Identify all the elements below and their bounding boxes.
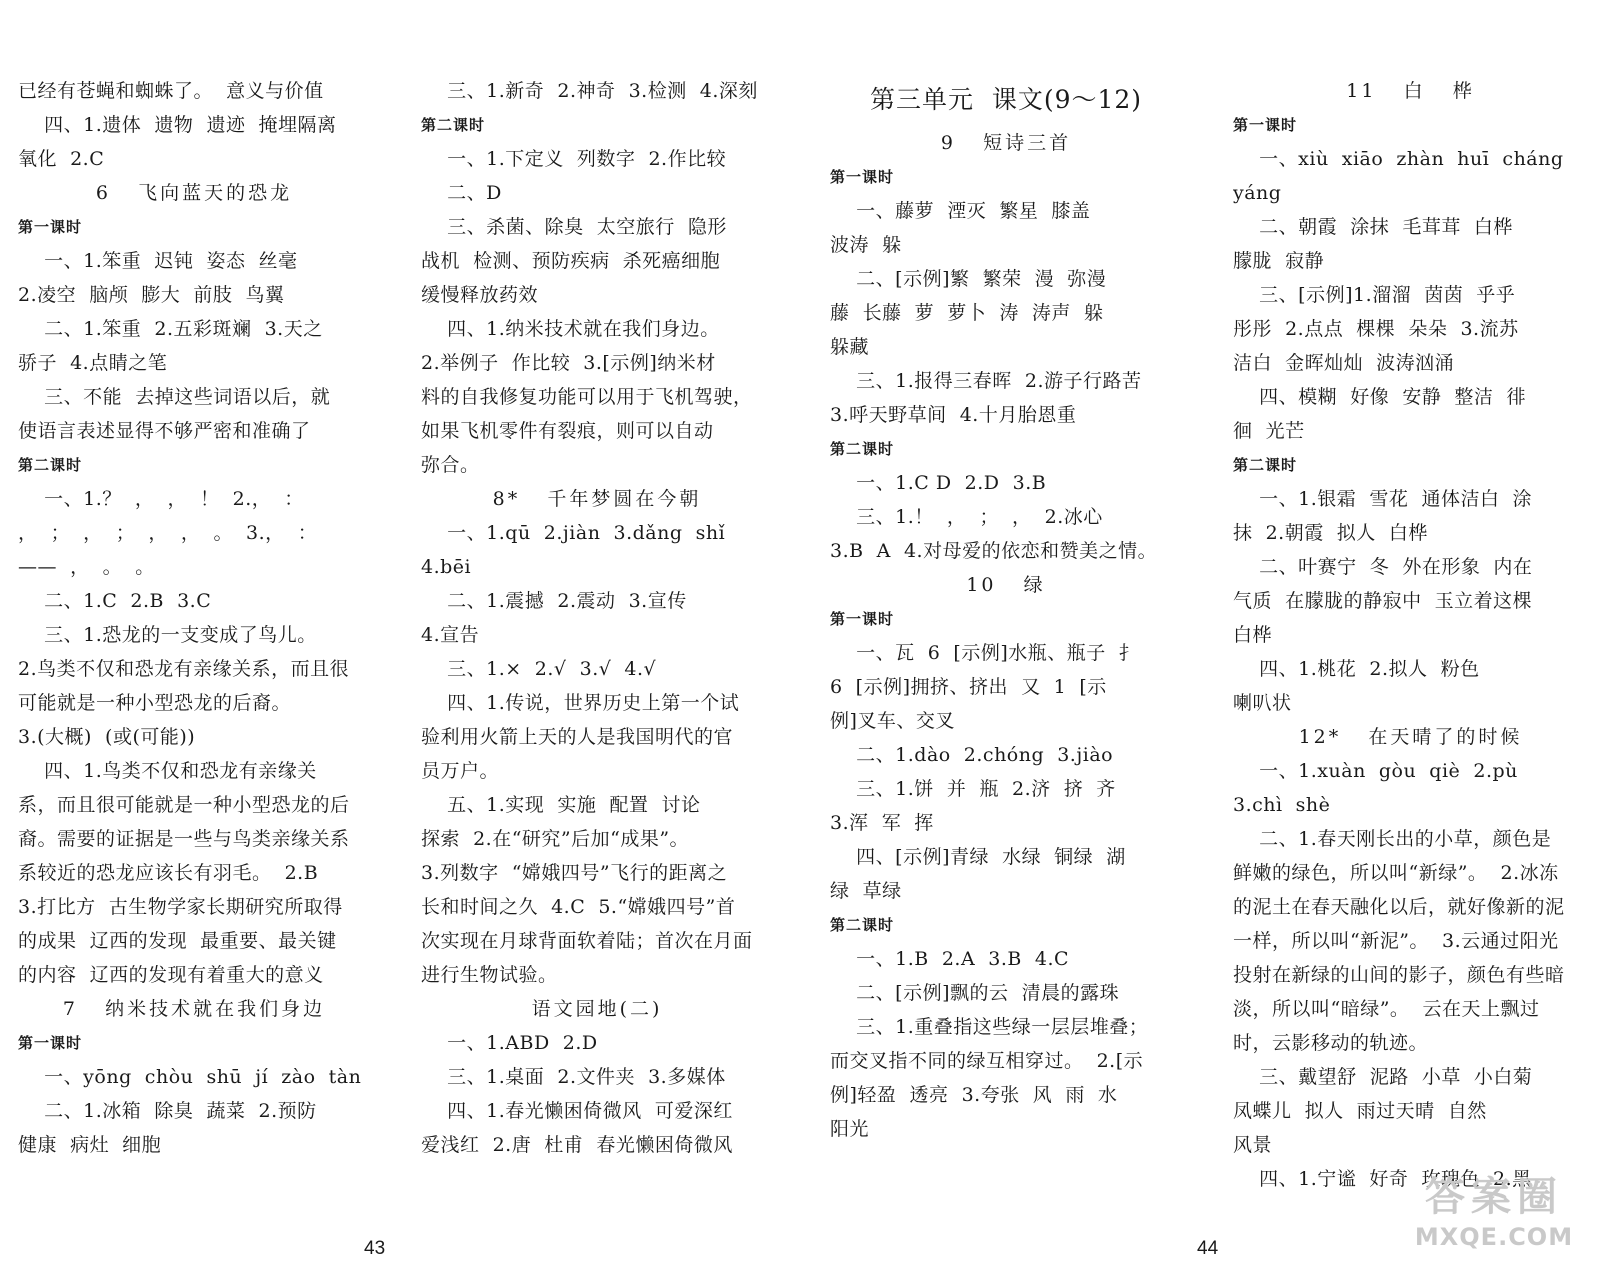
answer-line: 四、1.春光懒困倚微风 可爱深红 bbox=[421, 1100, 733, 1122]
answer-line: 的成果 辽西的发现 最重要、最关键 bbox=[18, 930, 337, 952]
answer-line: 一、1.qū 2.jiàn 3.dǎng shǐ bbox=[421, 522, 726, 544]
answer-line: 抹 2.朝霞 拟人 白桦 bbox=[1233, 522, 1428, 544]
answer-line: 四、1.宁谧 好奇 玫瑰色 2.黑 bbox=[1233, 1168, 1532, 1190]
answer-line: 弥合。 bbox=[421, 454, 480, 476]
answer-column-2 bbox=[421, 74, 773, 1162]
answer-line: 而交叉指不同的绿互相穿过。 2.[示 bbox=[830, 1050, 1144, 1072]
answer-line: 一、藤萝 湮灭 繁星 膝盖 bbox=[830, 200, 1091, 222]
answer-line: 三、1.重叠指这些绿一层层堆叠； bbox=[830, 1016, 1149, 1038]
answer-line: 一、1.下定义 列数字 2.作比较 bbox=[421, 148, 727, 170]
answer-line: 气质 在朦胧的静寂中 玉立着这棵 bbox=[1233, 590, 1533, 612]
answer-line: 2.鸟类不仅和恐龙有亲缘关系，而且很 bbox=[18, 658, 350, 680]
answer-line: 的内容 辽西的发现有着重大的意义 bbox=[18, 964, 324, 986]
answer-line: 4.宣告 bbox=[421, 624, 480, 646]
lesson-title: 7 纳米技术就在我们身边 bbox=[62, 998, 326, 1020]
answer-line: 二、1.冰箱 除臭 蔬菜 2.预防 bbox=[18, 1100, 317, 1122]
answer-line: 一、1.xuàn gòu qiè 2.pù bbox=[1233, 760, 1518, 782]
session-label: 第二课时 bbox=[830, 440, 895, 458]
answer-line: 风景 bbox=[1233, 1134, 1273, 1156]
lesson-title: 6 飞向蓝天的恐龙 bbox=[95, 182, 293, 204]
answer-line: 绿 草绿 bbox=[830, 880, 902, 902]
answer-line: 三、1.桌面 2.文件夹 3.多媒体 bbox=[421, 1066, 726, 1088]
site-watermark-logo bbox=[1400, 1172, 1588, 1268]
answer-line: 一、yōng chòu shū jí zào tàn bbox=[18, 1066, 362, 1088]
answer-line: 三、1.新奇 2.神奇 3.检测 4.深刻 bbox=[421, 80, 758, 102]
answer-line: 波涛 躲 bbox=[830, 234, 902, 256]
answer-line: 洁白 金晖灿灿 波涛汹涌 bbox=[1233, 352, 1455, 374]
answer-line: 四、模糊 好像 安静 整洁 徘 bbox=[1233, 386, 1526, 408]
answer-line: 二、[示例]繁 繁荣 漫 弥漫 bbox=[830, 268, 1107, 290]
answer-line: 3.B A 4.对母爱的依恋和赞美之情。 bbox=[830, 540, 1158, 562]
answer-line: 投射在新绿的山间的影子，颜色有些暗 bbox=[1233, 964, 1565, 986]
session-label: 第一课时 bbox=[830, 168, 895, 186]
answer-line: 四、1.遗体 遗物 遗迹 掩埋隔离 bbox=[18, 114, 337, 136]
answer-line: 4.bēi bbox=[421, 556, 472, 578]
answer-line: 可能就是一种小型恐龙的后裔。 bbox=[18, 692, 292, 714]
session-label: 第一课时 bbox=[18, 218, 83, 236]
lesson-title: 8* 千年梦圆在今朝 bbox=[492, 488, 702, 510]
answer-line: 一、瓦 6 [示例]水瓶、瓶子 扌 bbox=[830, 642, 1139, 664]
answer-line: 一样，所以叫“新泥”。 3.云通过阳光 bbox=[1233, 930, 1559, 952]
lesson-title: 11 白 桦 bbox=[1346, 80, 1475, 102]
answer-line: 朦胧 寂静 bbox=[1233, 250, 1325, 272]
answer-line: ， ； ， ； ， ， 。 3.， ： bbox=[18, 522, 318, 544]
answer-line: 三、1.报得三春晖 2.游子行路苦 bbox=[830, 370, 1142, 392]
answer-line: 一、1.？ ， ， ！ 2.， ： bbox=[18, 488, 304, 510]
answer-line: yáng bbox=[1233, 182, 1282, 204]
answer-line: 一、1.笨重 迟钝 姿态 丝毫 bbox=[18, 250, 298, 272]
answer-line: 氧化 2.C bbox=[18, 148, 105, 170]
page-number-left: 43 bbox=[364, 1238, 386, 1259]
answer-line: 长和时间之久 4.C 5.“嫦娥四号”首 bbox=[421, 896, 736, 918]
answer-line: 彤彤 2.点点 棵棵 朵朵 3.流苏 bbox=[1233, 318, 1519, 340]
answer-line: 喇叭状 bbox=[1233, 692, 1292, 714]
answer-line: 四、1.桃花 2.拟人 粉色 bbox=[1233, 658, 1480, 680]
answer-line: 三、1.！ ， ； ， 2.冰心 bbox=[830, 506, 1103, 528]
lesson-title: 语文园地(二) bbox=[531, 998, 663, 1020]
answer-line: 3.打比方 古生物学家长期研究所取得 bbox=[18, 896, 343, 918]
answer-line: 二、1.震撼 2.震动 3.宣传 bbox=[421, 590, 687, 612]
answer-line: 员万户。 bbox=[421, 760, 500, 782]
answer-line: 3.浑 军 挥 bbox=[830, 812, 934, 834]
answer-line: 如果飞机零件有裂痕，则可以自动 bbox=[421, 420, 714, 442]
session-label: 第二课时 bbox=[18, 456, 83, 474]
session-label: 第二课时 bbox=[1233, 456, 1298, 474]
answer-line: 三、1.× 2.√ 3.√ 4.√ bbox=[421, 658, 657, 680]
answer-column-4 bbox=[1233, 74, 1588, 1196]
lesson-title: 10 绿 bbox=[966, 574, 1046, 596]
answer-line: 五、1.实现 实施 配置 讨论 bbox=[421, 794, 701, 816]
answer-line: 例]叉车、交叉 bbox=[830, 710, 955, 732]
answer-line: 例]轻盈 透亮 3.夸张 风 雨 水 bbox=[830, 1084, 1118, 1106]
answer-line: 躲藏 bbox=[830, 336, 870, 358]
answer-line: 时，云影移动的轨迹。 bbox=[1233, 1032, 1429, 1054]
answer-line: 验利用火箭上天的人是我国明代的官 bbox=[421, 726, 734, 748]
answer-line: 2.凌空 脑颅 膨大 前肢 鸟翼 bbox=[18, 284, 285, 306]
answer-line: 一、1.银霜 雪花 通体洁白 涂 bbox=[1233, 488, 1533, 510]
answer-line: 徊 光芒 bbox=[1233, 420, 1305, 442]
answer-line: 二、[示例]飘的云 清晨的露珠 bbox=[830, 982, 1120, 1004]
answer-line: 次实现在月球背面软着陆；首次在月面 bbox=[421, 930, 753, 952]
answer-line: 三、[示例]1.溜溜 茵茵 乎乎 bbox=[1233, 284, 1516, 306]
session-label: 第一课时 bbox=[18, 1034, 83, 1052]
answer-line: 战机 检测、预防疾病 杀死癌细胞 bbox=[421, 250, 721, 272]
answer-line: 二、D bbox=[421, 182, 502, 204]
answer-line: 二、1.C 2.B 3.C bbox=[18, 590, 212, 612]
answer-line: 三、不能 去掉这些词语以后，就 bbox=[18, 386, 331, 408]
watermark-url: MXQE.COM bbox=[1414, 1223, 1574, 1251]
page-number-right: 44 bbox=[1197, 1238, 1219, 1259]
answer-line: 3.chì shè bbox=[1233, 794, 1331, 816]
session-label: 第二课时 bbox=[830, 916, 895, 934]
answer-line: 二、叶赛宁 冬 外在形象 内在 bbox=[1233, 556, 1533, 578]
answer-line: 四、1.传说，世界历史上第一个试 bbox=[421, 692, 740, 714]
answer-line: 一、1.B 2.A 3.B 4.C bbox=[830, 948, 1070, 970]
unit-title: 第三单元 课文(9～12) bbox=[869, 85, 1143, 114]
session-label: 第一课时 bbox=[830, 610, 895, 628]
answer-line: 的泥土在春天融化以后，就好像新的泥 bbox=[1233, 896, 1565, 918]
answer-column-1 bbox=[18, 74, 370, 1162]
session-label: 第一课时 bbox=[1233, 116, 1298, 134]
answer-line: 系较近的恐龙应该长有羽毛。 2.B bbox=[18, 862, 319, 884]
answer-line: 3.列数字 “嫦娥四号”飞行的距离之 bbox=[421, 862, 728, 884]
answer-line: 2.举例子 作比较 3.[示例]纳米材 bbox=[421, 352, 716, 374]
answer-line: 一、1.ABD 2.D bbox=[421, 1032, 598, 1054]
answer-line: 白桦 bbox=[1233, 624, 1273, 646]
answer-line: 进行生物试验。 bbox=[421, 964, 558, 986]
answer-line: 爱浅红 2.唐 杜甫 春光懒困倚微风 bbox=[421, 1134, 733, 1156]
answer-line: 二、1.dào 2.chóng 3.jiào bbox=[830, 744, 1114, 766]
lesson-title: 12* 在天晴了的时候 bbox=[1298, 726, 1523, 748]
answer-line: 3.(大概) (或(可能)) bbox=[18, 726, 196, 748]
answer-line: 阳光 bbox=[830, 1118, 870, 1140]
answer-line: 二、1.笨重 2.五彩斑斓 3.天之 bbox=[18, 318, 323, 340]
answer-line: 使语言表述显得不够严密和准确了 bbox=[18, 420, 311, 442]
answer-line: 3.呼天野草间 4.十月胎恩重 bbox=[830, 404, 1077, 426]
answer-line: 四、1.鸟类不仅和恐龙有亲缘关 bbox=[18, 760, 317, 782]
answer-line: 四、1.纳米技术就在我们身边。 bbox=[421, 318, 720, 340]
answer-column-3 bbox=[830, 74, 1182, 1146]
answer-line: 骄子 4.点睛之笔 bbox=[18, 352, 168, 374]
answer-line: 6 [示例]拥挤、挤出 又 1 [示 bbox=[830, 676, 1107, 698]
answer-line: 二、朝霞 涂抹 毛茸茸 白桦 bbox=[1233, 216, 1513, 238]
answer-line: 缓慢释放药效 bbox=[421, 284, 539, 306]
answer-line: 三、1.恐龙的一支变成了鸟儿。 bbox=[18, 624, 317, 646]
answer-line: 系，而且很可能就是一种小型恐龙的后 bbox=[18, 794, 350, 816]
answer-line: 四、[示例]青绿 水绿 铜绿 湖 bbox=[830, 846, 1126, 868]
answer-line: —— ， 。 。 bbox=[18, 556, 155, 578]
lesson-title: 9 短诗三首 bbox=[940, 132, 1072, 154]
answer-line: 三、1.饼 并 瓶 2.济 挤 齐 bbox=[830, 778, 1116, 800]
answer-line: 一、xiù xiāo zhàn huī cháng bbox=[1233, 148, 1564, 170]
answer-line: 健康 病灶 细胞 bbox=[18, 1134, 162, 1156]
answer-line: 凤蝶儿 拟人 雨过天晴 自然 bbox=[1233, 1100, 1487, 1122]
session-label: 第二课时 bbox=[421, 116, 486, 134]
answer-line: 三、戴望舒 泥路 小草 小白菊 bbox=[1233, 1066, 1533, 1088]
answer-line: 淡，所以叫“暗绿”。 云在天上飘过 bbox=[1233, 998, 1540, 1020]
answer-line: 三、杀菌、除臭 太空旅行 隐形 bbox=[421, 216, 727, 238]
answer-line: 裔。需要的证据是一些与鸟类亲缘关系 bbox=[18, 828, 350, 850]
answer-line: 二、1.春天刚长出的小草，颜色是 bbox=[1233, 828, 1552, 850]
answer-line: 一、1.C D 2.D 3.B bbox=[830, 472, 1047, 494]
watermark-title: 答案圈 bbox=[1425, 1174, 1563, 1220]
answer-line: 鲜嫩的绿色，所以叫“新绿”。 2.冰冻 bbox=[1233, 862, 1559, 884]
answer-line: 藤 长藤 萝 萝卜 涛 涛声 躲 bbox=[830, 302, 1104, 324]
answer-line: 探索 2.在“研究”后加“成果”。 bbox=[421, 828, 690, 850]
answer-line: 已经有苍蝇和蜘蛛了。 意义与价值 bbox=[18, 80, 324, 102]
answer-line: 料的自我修复功能可以用于飞机驾驶， bbox=[421, 386, 753, 408]
